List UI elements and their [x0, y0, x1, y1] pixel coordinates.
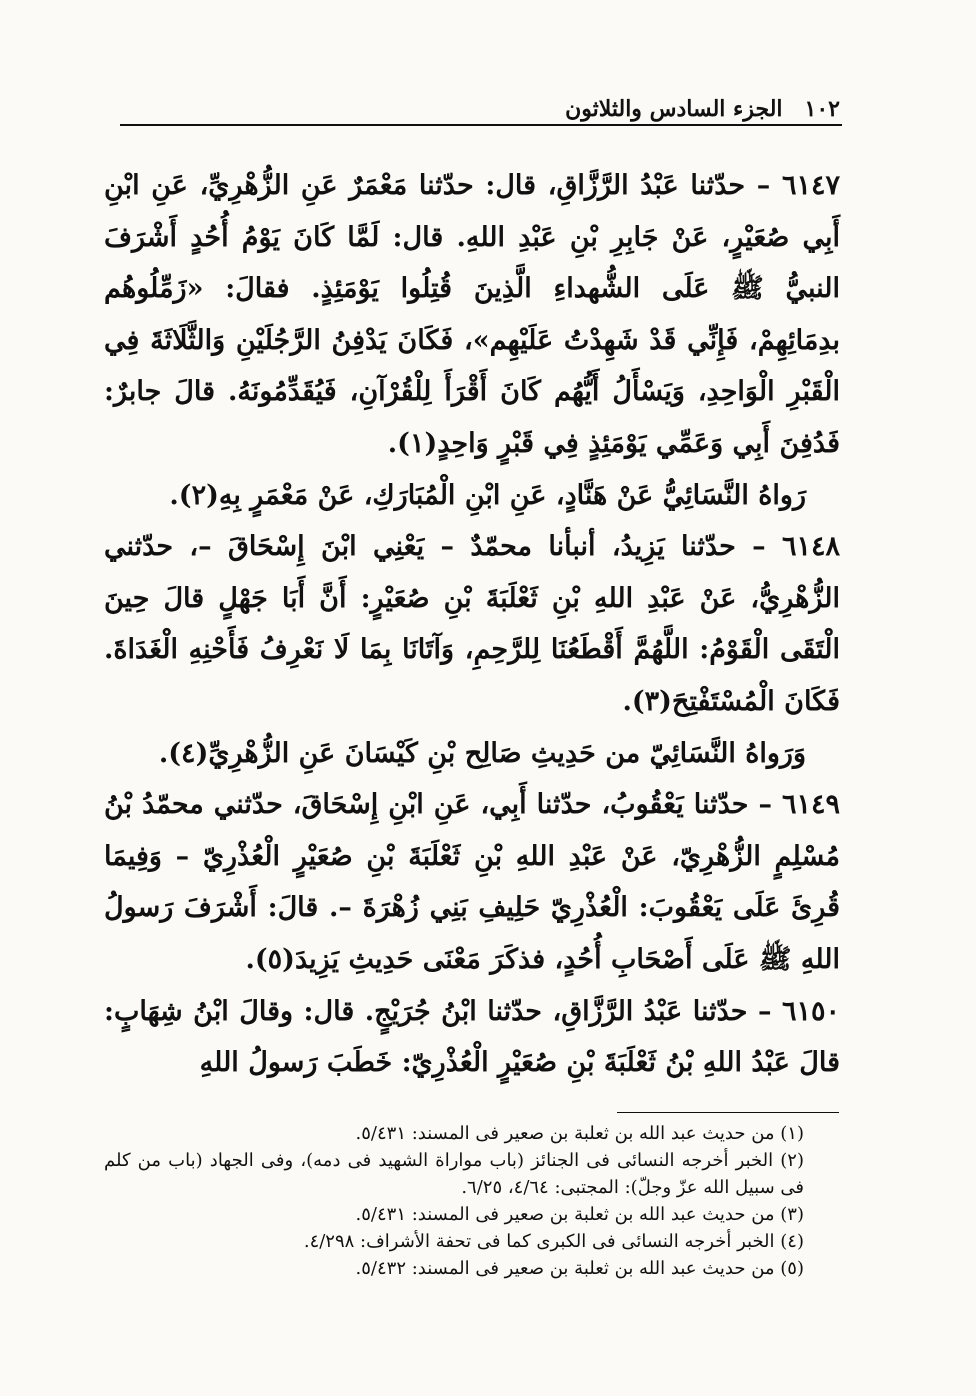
hadith-6150: ٦١٥٠ – حدّثنا عَبْدُ الرَّزَّاقِ، حدّثنا ابْنُ جُرَيْجٍ. قال: وقالَ ابْنُ شِهَابٍ: قالَ عَبْدُ اللهِ بْنُ ثَعْلَبَةَ بْنِ صُعَيْرٍ الْعُذْرِيّ: خَطَبَ رَسولُ اللهِ: [104, 995, 840, 1079]
footnote-2: (٢) الخبر أخرجه النسائى فى الجنائز (باب مواراة الشهيد فى دمه)، وفى الجهاد (باب من كلم فى سبيل الله عزّ وجلّ): المجتبى: ٤/٦٤، ٦/٢٥.: [104, 1150, 804, 1198]
footnote-5: (٥) من حديث عبد الله بن ثعلبة بن صعير فى المسند: ٥/٤٣٢.: [355, 1258, 804, 1279]
narration-6148: وَرَواهُ النَّسَائِيّ من حَدِيثِ صَالِح بْنِ كَيْسَانَ عَنِ الزُّهْرِيِّ(٤).: [158, 737, 806, 769]
page-number: ١٠٢: [804, 96, 840, 122]
footnote-rule: [617, 1112, 839, 1113]
body-text: [104, 160, 840, 1089]
hadith-6147: ٦١٤٧ – حدّثنا عَبْدُ الرَّزَّاقِ، قال: حدّثنا مَعْمَرٌ عَنِ الزُّهْرِيِّ، عَنِ ابْنِ أَبِي صُعَيْرٍ، عَنْ جَابِرِ بْنِ عَبْدِ اللهِ. قال: لَمَّا كَانَ يَوْمُ أُحُدٍ أَشْرَفَ النبيُّ ﷺ عَلَى الشُّهداءِ الَّذِينَ قُتِلُوا يَوْمَئِذٍ. فقالَ: «زَمِّلُوهُم بدِمَائِهِمْ، فَإِنِّي قَدْ شَهِدْتُ عَلَيْهِم»، فَكَانَ يَدْفِنُ الرَّجُلَيْنِ وَالثَّلَاثَةَ فِي الْقَبْرِ الْوَاحِدِ، وَيَسْأَلُ أَيُّهُم كَانَ أَقْرَأَ لِلْقُرْآنِ، فَيُقَدِّمُونَهُ. قالَ جابرٌ: فَدُفِنَ أَبِي وَعَمِّي يَوْمَئِذٍ فِي قَبْرٍ وَاحِدٍ(١).: [104, 170, 840, 459]
hadith-6149: ٦١٤٩ – حدّثنا يَعْقُوبُ، حدّثنا أَبِي، عَنِ ابْنِ إِسْحَاقَ، حدّثني محمّدُ بْنُ مُسْلِمٍ الزُّهْرِيّ، عَنْ عَبْدِ اللهِ بْنِ ثَعْلَبَةَ بْنِ صُعَيْرٍ الْعُذْرِيّ – وَفِيمَا قُرِئَ عَلَى يَعْقُوبَ: الْعُذْرِيّ حَلِيفِ بَنِي زُهْرَةَ –. قالَ: أَشْرَفَ رَسولُ اللهِ ﷺ عَلَى أَصْحَابِ أُحُدٍ، فذكَرَ مَعْنَى حَدِيثِ يَزِيدَ(٥).: [104, 789, 840, 975]
footnotes: [104, 1120, 804, 1282]
footnote-3: (٣) من حديث عبد الله بن ثعلبة بن صعير فى المسند: ٥/٤٣١.: [355, 1204, 804, 1225]
hadith-6148: ٦١٤٨ – حدّثنا يَزِيدُ، أنبأنا محمّدٌ – يَعْنِي ابْنَ إِسْحَاقَ –، حدّثني الزُّهْرِيُّ، عَنْ عَبْدِ اللهِ بْنِ ثَعْلَبَةَ بْنِ صُعَيْرٍ: أَنَّ أَبَا جَهْلٍ قالَ حِينَ الْتَقَى الْقَوْمُ: اللَّهُمَّ أَقْطَعُنَا لِلرَّحِمِ، وَآتَانَا بِمَا لَا نَعْرِفُ فَأَحْنِهِ الْغَدَاةَ. فَكَانَ الْمُسْتَفْتِحَ(٣).: [104, 531, 840, 717]
narration-6147: رَواهُ النَّسَائِيُّ عَنْ هَنَّادٍ، عَنِ ابْنِ الْمُبَارَكِ، عَنْ مَعْمَرٍ بِهِ(٢).: [169, 479, 806, 511]
header-rule: [120, 124, 842, 126]
footnote-1: (١) من حديث عبد الله بن ثعلبة بن صعير فى المسند: ٥/٤٣١.: [355, 1123, 804, 1144]
running-title: الجزء السادس والثلاثون: [565, 96, 783, 122]
running-header: [122, 82, 840, 122]
footnote-4: (٤) الخبر أخرجه النسائى فى الكبرى كما فى تحفة الأشراف: ٤/٢٩٨.: [303, 1231, 804, 1252]
